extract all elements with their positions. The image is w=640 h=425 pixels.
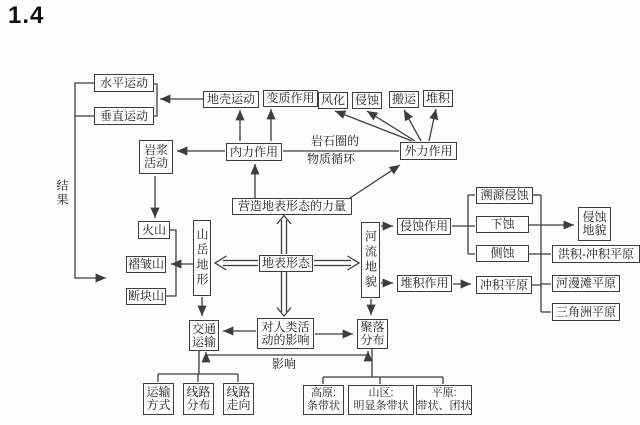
- node-traffic-transport-line2: 运输: [191, 334, 216, 349]
- node-fluvial-landform: 河流地貌: [361, 222, 380, 298]
- node-weathering: 风化: [318, 92, 348, 109]
- rock-cycle-label-line2: 物质循环: [307, 152, 356, 166]
- node-route-direction-line1: 线路: [226, 385, 251, 399]
- node-floodplain-plain: 河漫滩平原: [552, 275, 620, 292]
- node-crustal-movement: 地壳运动: [203, 91, 259, 108]
- node-metamorphism: 变质作用: [263, 90, 318, 107]
- node-traffic-transport-line1: 交通: [191, 321, 216, 336]
- node-magma-activity-line2: 活动: [143, 156, 168, 170]
- node-external-force: 外力作用: [400, 142, 457, 160]
- node-alluvial-plain: 冲积平原: [476, 276, 532, 294]
- node-surface-morphology: 地表形态: [259, 255, 313, 272]
- node-traffic-transport: [189, 320, 219, 351]
- node-internal-force: 内力作用: [226, 143, 282, 161]
- node-transport-process: 搬运: [389, 91, 419, 108]
- node-lateral-erosion: 侧蚀: [476, 245, 529, 262]
- node-erosion-action: 侵蚀作用: [397, 218, 451, 235]
- node-plain-pattern: [416, 385, 472, 415]
- node-magma-activity: [139, 140, 173, 174]
- node-erosion-landform-line2: 地貌: [582, 223, 607, 237]
- node-human-activity-impact: [257, 318, 314, 349]
- influence-label: 影响: [272, 357, 297, 371]
- node-volcano: 火山: [138, 221, 170, 239]
- node-transport-mode: [143, 383, 174, 415]
- node-horizontal-movement: 水平运动: [94, 74, 154, 92]
- rock-cycle-label-line1: 岩石圈的: [311, 134, 360, 148]
- node-mountain-pattern-line1: 山区:: [368, 387, 394, 399]
- node-transport-mode-line1: 运输: [146, 385, 171, 399]
- node-down-cutting: 下蚀: [476, 216, 529, 233]
- node-transport-mode-line2: 方式: [146, 398, 171, 412]
- page-title: 1.4: [8, 2, 45, 29]
- node-vertical-movement: 垂直运动: [94, 107, 154, 125]
- node-erosion-landform: [578, 207, 611, 241]
- node-erosion: 侵蚀: [352, 92, 382, 109]
- node-mountain-pattern: [348, 385, 414, 415]
- node-mountain-pattern-line2: 明显条带状: [353, 400, 409, 412]
- node-fold-mountain: 褶皱山: [127, 257, 164, 271]
- node-route-direction-line2: 走向: [226, 398, 251, 412]
- node-deposition-action: 堆积作用: [397, 275, 452, 292]
- node-route-distribution-line2: 分布: [186, 398, 211, 412]
- node-plateau-pattern-line1: 高原:: [310, 387, 337, 399]
- node-erosion-landform-line1: 侵蚀: [582, 210, 607, 224]
- node-headward-erosion: 溯源侵蚀: [476, 187, 533, 204]
- node-magma-activity-line1: 岩浆: [143, 143, 168, 157]
- result-label: 结果: [55, 179, 69, 207]
- node-fault-block-mountain: 断块山: [127, 289, 164, 303]
- node-proluvial-alluvial-plain: 洪积-冲积平原: [552, 245, 640, 263]
- node-accumulation: 堆积: [423, 90, 453, 107]
- node-human-activity-impact-line2: 动的影响: [261, 332, 310, 347]
- node-route-distribution-line1: 线路: [186, 385, 211, 399]
- node-route-direction: [223, 383, 254, 415]
- node-plateau-pattern: [303, 385, 344, 415]
- node-shaping-force: 营造地表形态的力量: [232, 198, 352, 215]
- node-plateau-pattern-line2: 条带状: [307, 400, 340, 412]
- node-settlement-distribution-line2: 分布: [360, 333, 385, 347]
- node-settlement-distribution: [357, 319, 388, 349]
- node-route-distribution: [183, 383, 214, 415]
- node-mountain-terrain: 山岳地形: [193, 220, 211, 296]
- node-plain-pattern-line1: 平原:: [431, 387, 457, 399]
- node-plain-pattern-line2: 带状、团状: [416, 400, 472, 412]
- node-human-activity-impact-line1: 对人类活: [261, 319, 310, 334]
- node-settlement-distribution-line1: 聚落: [360, 320, 385, 334]
- node-delta-plain: 三角洲平原: [552, 303, 620, 321]
